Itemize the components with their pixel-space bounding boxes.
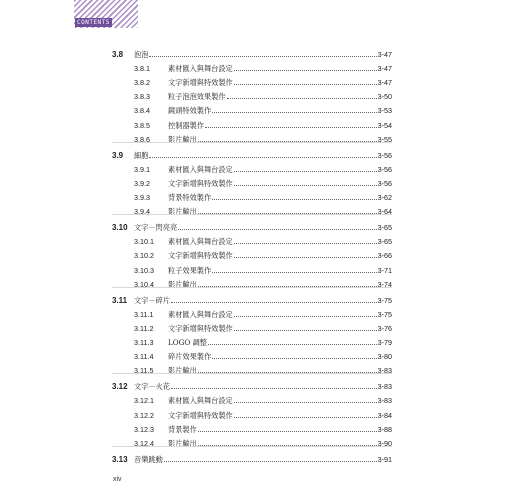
dot-leader — [234, 185, 377, 186]
entry-number: 3.11.4 — [134, 352, 154, 362]
entry-number: 3.10.2 — [134, 251, 154, 261]
entry-page: 3-79 — [377, 338, 392, 347]
entry-page: 3-80 — [377, 352, 392, 362]
entry-number: 3.10.3 — [134, 265, 154, 275]
entry-number: 3.12.2 — [134, 410, 154, 420]
section-divider — [112, 142, 392, 143]
entry-page: 3-71 — [377, 265, 392, 275]
dot-leader — [208, 344, 377, 345]
entry-page: 3-56 — [377, 150, 392, 160]
dot-leader — [227, 98, 377, 99]
entry-title: 細胞 — [134, 150, 149, 160]
contents-tab — [74, 0, 138, 28]
toc-section-row — [112, 45, 392, 59]
entry-number: 3.11.3 — [134, 338, 154, 347]
dot-leader — [234, 70, 377, 71]
toc-subsection-row — [112, 87, 392, 101]
entry-page: 3-62 — [377, 193, 392, 202]
section-divider — [112, 446, 392, 447]
entry-number: 3.8.6 — [134, 134, 150, 144]
entry-number: 3.8.3 — [134, 92, 150, 102]
entry-page: 3-54 — [377, 120, 392, 130]
toc-subsection-row — [112, 261, 392, 275]
entry-number: 3.10.4 — [134, 279, 154, 289]
dot-leader — [234, 402, 377, 403]
dot-leader — [212, 272, 376, 273]
entry-number: 3.8.1 — [134, 64, 150, 74]
toc-subsection-row — [112, 406, 392, 420]
dot-leader — [234, 257, 377, 258]
entry-title: 影片輸出 — [168, 366, 197, 376]
dot-leader — [212, 112, 376, 113]
entry-title: 影片輸出 — [168, 279, 197, 289]
dot-leader — [164, 461, 377, 462]
entry-title: 背景特效製作 — [168, 193, 212, 202]
entry-title: 碎片效果製作 — [168, 352, 212, 362]
dot-leader — [234, 243, 377, 244]
entry-page: 3-47 — [377, 78, 392, 88]
entry-title: 文字－火花 — [134, 382, 170, 392]
entry-page: 3-56 — [377, 178, 392, 188]
entry-title: 素材匯入與舞台設定 — [168, 396, 233, 406]
dot-leader — [198, 431, 377, 432]
entry-page: 3-47 — [377, 50, 392, 59]
dot-leader — [149, 56, 376, 57]
entry-title: 粒子泡泡效果製作 — [168, 92, 226, 102]
entry-number: 3.12 — [112, 382, 128, 392]
entry-page: 3-83 — [377, 396, 392, 406]
entry-page: 3-74 — [377, 279, 392, 289]
entry-page: 3-56 — [377, 164, 392, 174]
entry-page: 3-76 — [377, 323, 392, 333]
entry-number: 3.8.2 — [134, 78, 150, 88]
toc-section-row — [112, 146, 392, 160]
entry-number: 3.11 — [112, 295, 128, 305]
toc-subsection-row — [112, 246, 392, 260]
dot-leader — [171, 302, 377, 303]
entry-page: 3-75 — [377, 295, 392, 305]
dot-leader — [234, 330, 377, 331]
entry-page: 3-55 — [377, 134, 392, 144]
entry-number: 3.9.3 — [134, 193, 150, 202]
entry-title: 音樂跳動 — [134, 454, 163, 464]
page-number: xiv — [113, 476, 122, 483]
entry-page: 3-84 — [377, 410, 392, 420]
entry-title: 文字－閃亮亮 — [134, 223, 178, 233]
entry-page: 3-90 — [377, 438, 392, 448]
entry-title: 控制器製作 — [168, 120, 204, 130]
entry-title: 文字－碎片 — [134, 295, 170, 305]
entry-page: 3-47 — [377, 64, 392, 74]
toc-section-row — [112, 218, 392, 232]
toc-subsection-row — [112, 305, 392, 319]
toc-section-row — [112, 291, 392, 305]
toc-subsection-row — [112, 101, 392, 115]
dot-leader — [149, 157, 376, 158]
toc-subsection-row — [112, 319, 392, 333]
entry-title: 影片輸出 — [168, 438, 197, 448]
section-divider — [112, 287, 392, 288]
entry-title: 文字新增與特效製作 — [168, 251, 233, 261]
entry-title: 素材匯入與舞台設定 — [168, 64, 233, 74]
toc-subsection-row — [112, 347, 392, 361]
entry-title: 文字新增與特效製作 — [168, 410, 233, 420]
entry-number: 3.11.1 — [134, 309, 154, 319]
entry-page: 3-91 — [377, 454, 392, 464]
entry-number: 3.12.3 — [134, 424, 154, 434]
entry-number: 3.9.4 — [134, 207, 150, 217]
section-divider — [112, 373, 392, 374]
dot-leader — [171, 388, 377, 389]
entry-number: 3.9.2 — [134, 178, 150, 188]
toc-section-row — [112, 450, 392, 464]
toc-section-row — [112, 377, 392, 391]
entry-page: 3-83 — [377, 382, 392, 392]
entry-page: 3-65 — [377, 223, 392, 233]
dot-leader — [234, 316, 377, 317]
entry-number: 3.10 — [112, 223, 128, 233]
entry-number: 3.12.4 — [134, 438, 154, 448]
entry-title: 文字新增與特效製作 — [168, 78, 233, 88]
toc-subsection-row — [112, 188, 392, 202]
entry-title: 素材匯入與舞台設定 — [168, 309, 233, 319]
entry-page: 3-64 — [377, 207, 392, 217]
toc-subsection-row — [112, 160, 392, 174]
entry-page: 3-88 — [377, 424, 392, 434]
entry-number: 3.9 — [112, 150, 124, 160]
entry-page: 3-65 — [377, 237, 392, 247]
entry-page: 3-50 — [377, 92, 392, 102]
entry-title: LOGO 調整 — [168, 338, 207, 347]
section-divider — [112, 214, 392, 215]
dot-leader — [212, 199, 376, 200]
entry-number: 3.12.1 — [134, 396, 154, 406]
dot-leader — [234, 417, 377, 418]
entry-number: 3.13 — [112, 454, 128, 464]
entry-number: 3.11.2 — [134, 323, 154, 333]
dot-leader — [234, 171, 377, 172]
entry-title: 影片輸出 — [168, 134, 197, 144]
toc-subsection-row — [112, 73, 392, 87]
entry-page: 3-66 — [377, 251, 392, 261]
entry-page: 3-75 — [377, 309, 392, 319]
entry-number: 3.10.1 — [134, 237, 154, 247]
entry-title: 文字新增與特效製作 — [168, 323, 233, 333]
toc-subsection-row — [112, 232, 392, 246]
entry-number: 3.11.5 — [134, 366, 154, 376]
dot-leader — [178, 229, 376, 230]
dot-leader — [234, 84, 377, 85]
toc-subsection-row — [112, 420, 392, 434]
entry-title: 素材匯入與舞台設定 — [168, 237, 233, 247]
entry-title: 影片輸出 — [168, 207, 197, 217]
entry-number: 3.9.1 — [134, 164, 150, 174]
toc-subsection-row — [112, 174, 392, 188]
entry-number: 3.8.4 — [134, 106, 150, 116]
entry-title: 粒子效果製作 — [168, 265, 212, 275]
dot-leader — [212, 358, 376, 359]
toc-subsection-row — [112, 333, 392, 347]
contents-tab-label: CONTENTS — [77, 19, 110, 26]
entry-page: 3-53 — [377, 106, 392, 116]
toc-subsection-row — [112, 391, 392, 405]
entry-number: 3.8.5 — [134, 120, 150, 130]
toc-subsection-row — [112, 59, 392, 73]
entry-number: 3.8 — [112, 50, 124, 59]
dot-leader — [205, 127, 377, 128]
entry-page: 3-83 — [377, 366, 392, 376]
entry-title: 泡泡 — [134, 50, 149, 59]
entry-title: 文字新增與特效製作 — [168, 178, 233, 188]
entry-title: 背景製作 — [168, 424, 197, 434]
toc-subsection-row — [112, 116, 392, 130]
entry-title: 鏡頭特效製作 — [168, 106, 212, 116]
entry-title: 素材匯入與舞台設定 — [168, 164, 233, 174]
